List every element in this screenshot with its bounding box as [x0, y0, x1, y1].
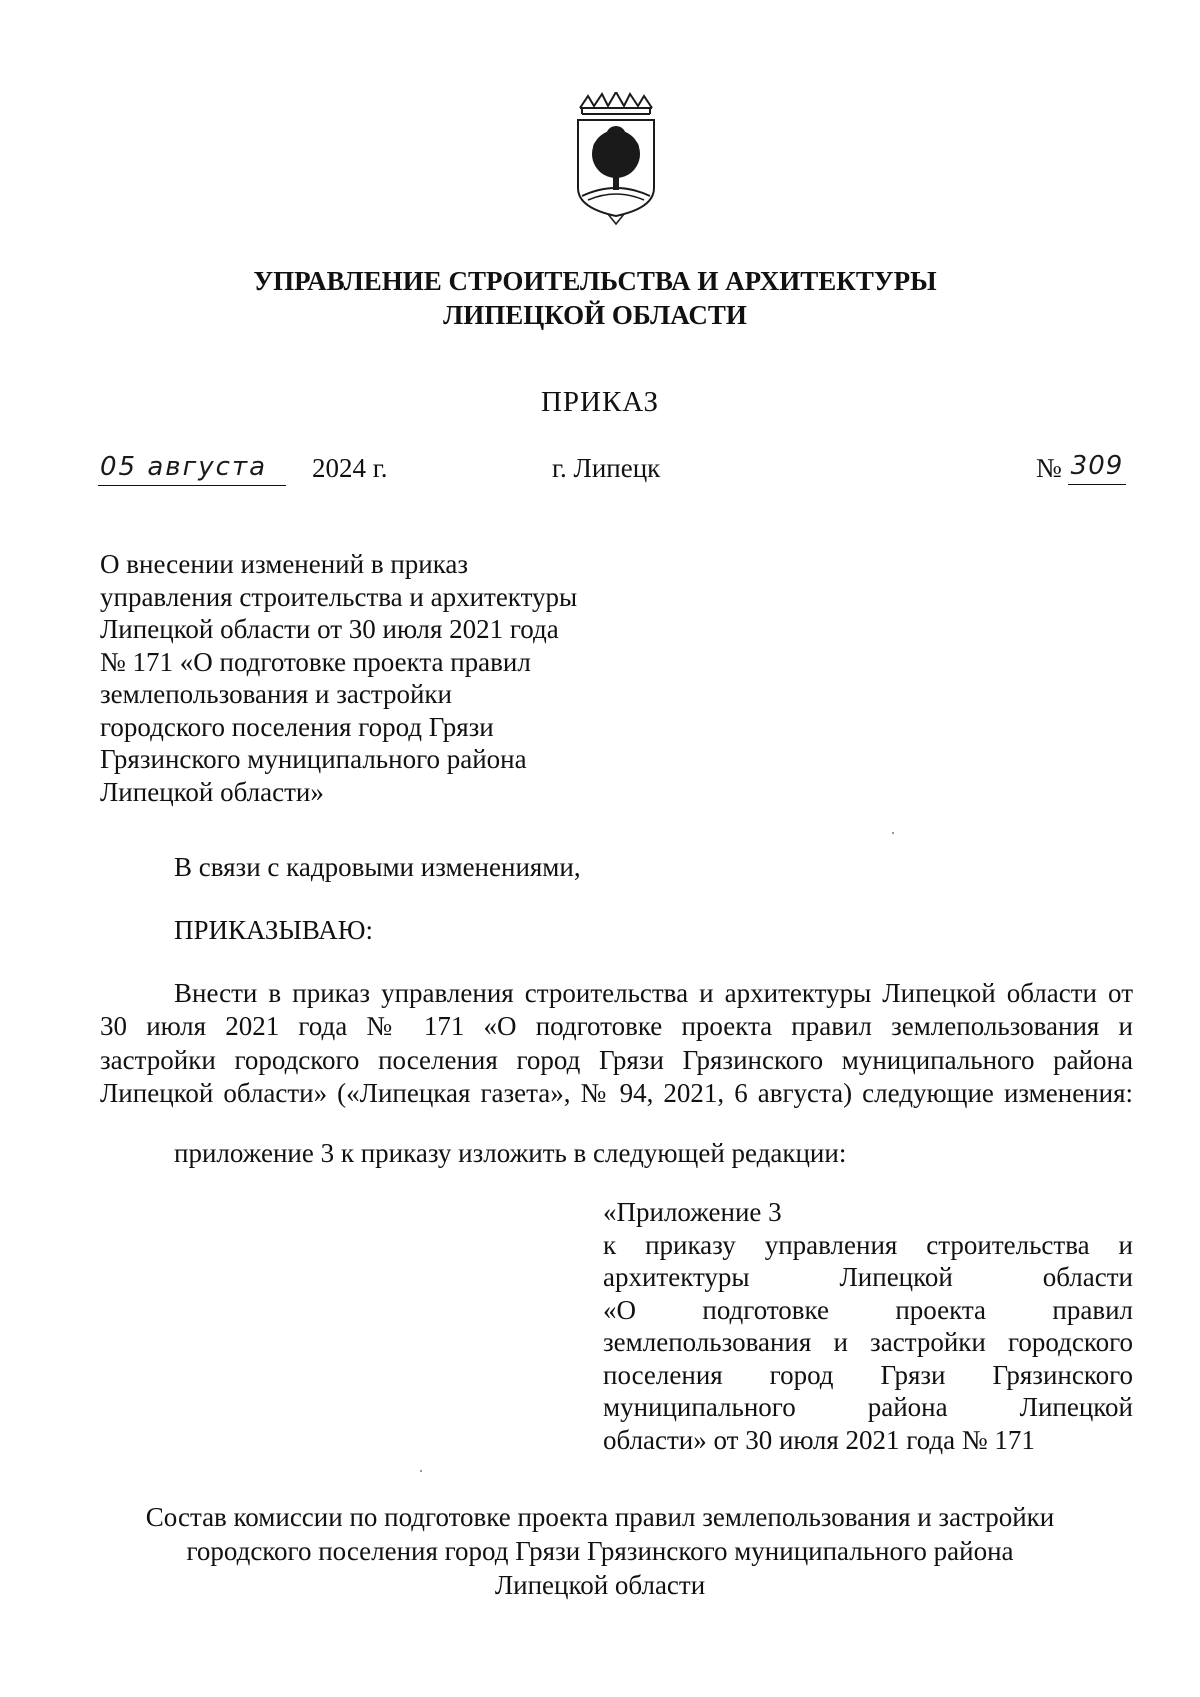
subject-line: Липецкой области» — [100, 776, 324, 807]
appendix-line: области» от 30 июля 2021 года № 171 — [603, 1424, 1035, 1455]
main-paragraph-line: Внести в приказ управления строительства и архитектуры Липецкой области от — [174, 978, 1133, 1008]
subject-line: № 171 «О подготовке проекта правил — [100, 646, 531, 677]
scan-speck — [892, 832, 894, 834]
handwritten-document-number: 309 — [1068, 448, 1126, 485]
order-word: ПРИКАЗЫВАЮ: — [174, 915, 373, 945]
appendix-line: «Приложение 3 — [603, 1197, 782, 1227]
main-paragraph-line: Липецкой области» («Липецкая газета», № 94, 2021, 6 августа) следующие изменения: — [100, 1077, 1133, 1108]
number-sign: № — [1036, 453, 1062, 483]
appendix-line: муниципального района Липецкой — [603, 1392, 1133, 1422]
appendix-line: поселения город Грязи Грязинского — [603, 1359, 1133, 1390]
instruction-paragraph: приложение 3 к приказу изложить в следующей редакции: — [174, 1138, 847, 1168]
main-paragraph-line: 30 июля 2021 года № 171 «О подготовке проекта правил землепользования и — [100, 1011, 1133, 1042]
main-paragraph-line: застройки городского поселения город Грязи Грязинского муниципального района — [100, 1044, 1133, 1075]
handwritten-date: 05 августа — [98, 449, 286, 486]
composition-line: городского поселения город Грязи Грязинского муниципального района — [186, 1536, 1014, 1566]
scan-speck — [420, 1470, 422, 1472]
subject-line: Липецкой области от 30 июля 2021 года — [100, 614, 559, 644]
organization-name-line-1: УПРАВЛЕНИЕ СТРОИТЕЛЬСТВА И АРХИТЕКТУРЫ — [253, 266, 937, 296]
composition-line: Состав комиссии по подготовке проекта правил землепользования и застройки — [145, 1502, 1055, 1532]
subject-line: управления строительства и архитектуры — [100, 581, 578, 612]
subject-line: Грязинского муниципального района — [100, 744, 527, 774]
appendix-line: архитектуры Липецкой области — [603, 1262, 1133, 1292]
coat-of-arms-icon — [568, 92, 664, 232]
subject-line: городского поселения город Грязи — [100, 711, 494, 742]
document-year: 2024 г. — [312, 453, 388, 483]
main-paragraph — [100, 977, 1133, 1110]
commission-composition-title — [0, 1500, 1200, 1602]
subject-line: землепользования и застройки — [100, 679, 453, 709]
document-type-title: ПРИКАЗ — [540, 386, 660, 418]
appendix-line: землепользования и застройки городского — [603, 1327, 1133, 1357]
appendix-header — [603, 1196, 1133, 1456]
document-city: г. Липецк — [552, 453, 661, 483]
organization-name-line-2: ЛИПЕЦКОЙ ОБЛАСТИ — [443, 300, 747, 330]
composition-line: Липецкой области — [494, 1570, 706, 1600]
document-subject — [100, 548, 660, 808]
subject-line: О внесении изменений в приказ — [100, 549, 469, 579]
appendix-line: «О подготовке проекта правил — [603, 1294, 1133, 1325]
appendix-line: к приказу управления строительства и — [603, 1229, 1133, 1260]
reason-paragraph: В связи с кадровыми изменениями, — [174, 852, 581, 882]
